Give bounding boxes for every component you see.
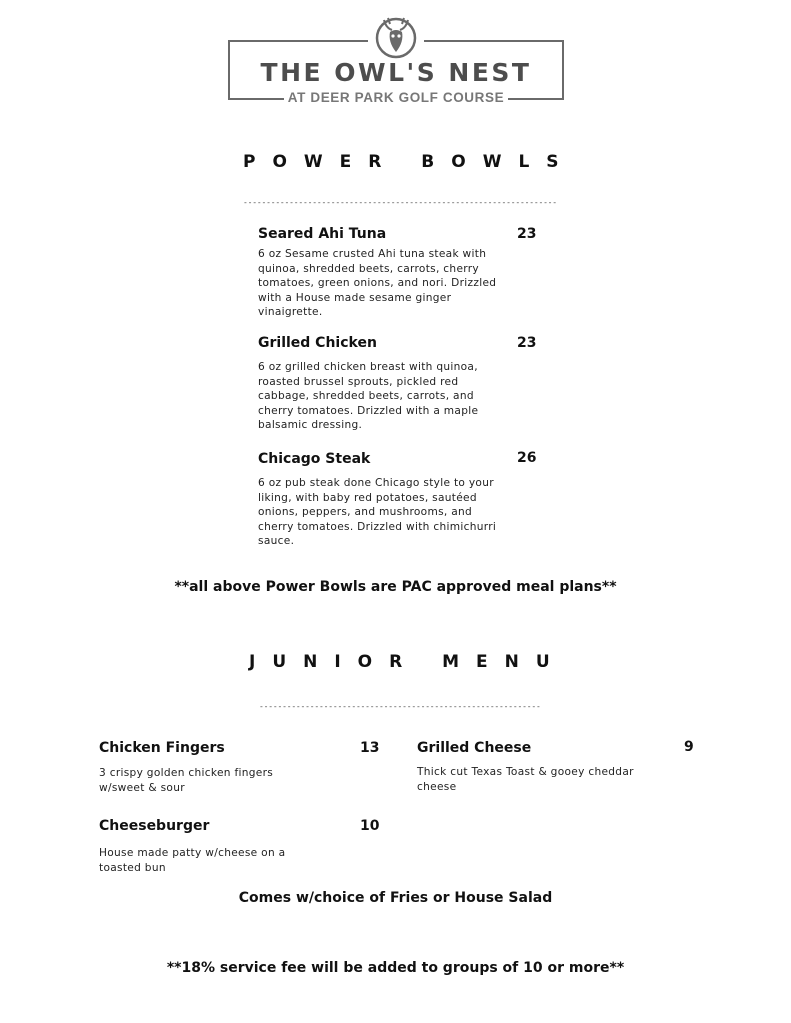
- item-description: 6 oz pub steak done Chicago style to your liking, with baby red potatoes, sautéed onions, peppers, and mushrooms, and cherry tomatoes. Drizzled with chimichurri sauce.: [258, 477, 497, 548]
- owl-deer-emblem-icon: [366, 14, 426, 60]
- item-price: 10: [360, 818, 380, 834]
- item-price: 13: [360, 740, 380, 756]
- power-bowls-heading: POWER BOWLS: [243, 152, 576, 172]
- logo-subtitle: AT DEER PARK GOLF COURSE: [226, 90, 566, 105]
- item-description: 6 oz grilled chicken breast with quinoa, roasted brussel sprouts, pickled red cabbage, shredded beets, carrots, and cherry tomatoes. Drizzled with a maple balsamic dressing.: [258, 361, 479, 432]
- restaurant-logo: [226, 14, 566, 106]
- item-price: 23: [517, 335, 537, 351]
- item-description: 6 oz Sesame crusted Ahi tuna steak with quinoa, shredded beets, carrots, cherry tomatoes, green onions, and nori. Drizzled with a House made sesame ginger vinaigrette.: [258, 248, 497, 319]
- item-description: Thick cut Texas Toast & gooey cheddar cheese: [417, 766, 634, 793]
- item-name: Grilled Cheese: [417, 740, 532, 756]
- power-bowls-divider: --------------------------------------------------------------------: [243, 198, 557, 207]
- junior-menu-note: Comes w/choice of Fries or House Salad: [238, 890, 553, 906]
- logo-title: THE OWL'S NEST: [260, 58, 532, 87]
- power-bowls-note: **all above Power Bowls are PAC approved meal plans**: [174, 579, 617, 595]
- item-name: Grilled Chicken: [258, 335, 377, 351]
- logo-frame-top-right: [424, 40, 564, 42]
- item-description: 3 crispy golden chicken fingers w/sweet & sour: [99, 767, 274, 794]
- item-description: House made patty w/cheese on a toasted bun: [99, 847, 286, 874]
- item-price: 26: [517, 450, 537, 466]
- item-price: 23: [517, 226, 537, 242]
- logo-frame-top-left: [228, 40, 368, 42]
- item-name: Seared Ahi Tuna: [258, 226, 387, 242]
- junior-menu-heading: JUNIOR MENU: [249, 652, 567, 672]
- service-fee-note: **18% service fee will be added to groups of 10 or more**: [166, 960, 625, 976]
- junior-menu-divider: -------------------------------------------------------------: [259, 702, 541, 711]
- item-price: 9: [684, 739, 694, 755]
- item-name: Chicken Fingers: [99, 740, 225, 756]
- item-name: Cheeseburger: [99, 818, 210, 834]
- item-name: Chicago Steak: [258, 451, 371, 467]
